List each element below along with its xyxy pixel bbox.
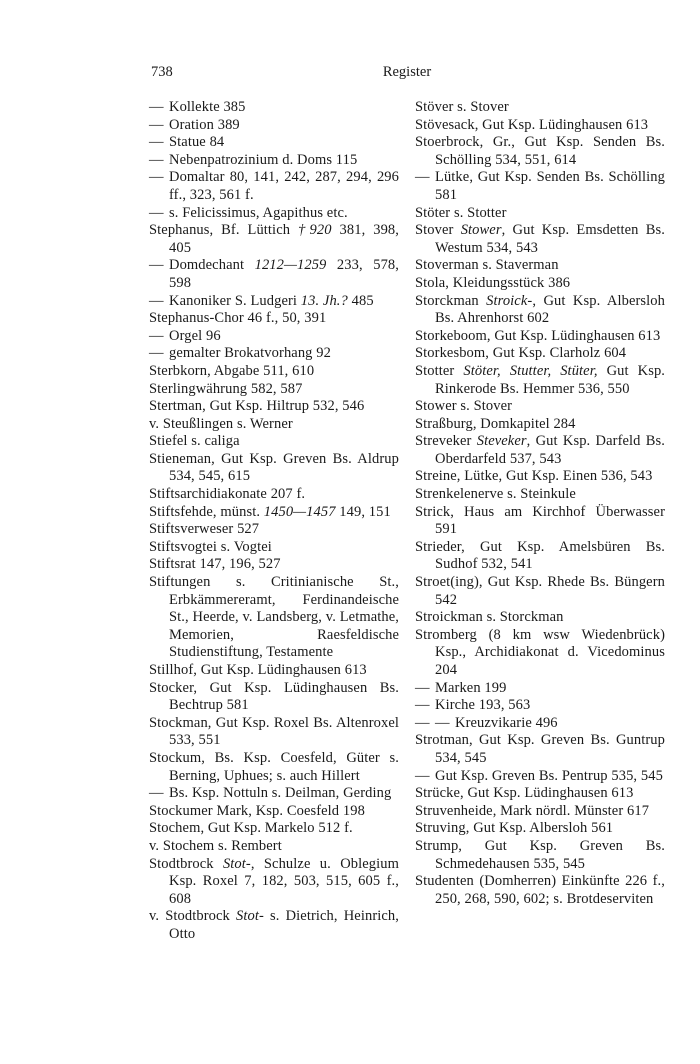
entry-text: Kreuzvikarie 496 [455, 714, 558, 731]
entry-text: 485 [347, 292, 374, 309]
index-entry [415, 433, 665, 468]
index-columns [149, 99, 665, 944]
entry-text: Kanoniker S. Ludgeri [169, 292, 301, 309]
entry-text-italic: Stower [460, 222, 502, 239]
entry-text: Strücke, Gut Ksp. Lüdinghausen 613 [415, 785, 634, 802]
index-entry [149, 398, 399, 416]
index-entry [149, 293, 399, 311]
entry-text: Stiftungen s. Critinianische St., Erbkämmereramt, Ferdinandeische St., Heerde, v. Landsberg, v. Letmathe, Memorien, Raesfeldische Studienstiftung, Testamente [149, 574, 399, 661]
entry-text: Stillhof, Gut Ksp. Lüdinghausen 613 [149, 662, 367, 678]
entry-text: Kollekte 385 [169, 99, 246, 115]
entry-text: Orgel 96 [169, 327, 221, 344]
entry-text: Stower s. Stover [415, 398, 513, 415]
dash-marker: — [149, 785, 164, 802]
entry-text: Stövesack, Gut Ksp. Lüdinghausen 613 [415, 116, 649, 133]
entry-text: Storckman [415, 292, 487, 309]
index-entry [415, 486, 665, 504]
index-entry [149, 521, 399, 539]
entry-text: Strick, Haus am Kirchhof Überwasser 591 [415, 503, 665, 538]
index-entry [415, 609, 665, 627]
dash-marker: — [149, 99, 164, 115]
dash-marker: — [415, 697, 430, 714]
index-entry [149, 152, 399, 170]
entry-text: Stockumer Mark, Ksp. Coesfeld 198 [149, 802, 365, 819]
index-entry [415, 205, 665, 223]
index-entry [415, 504, 665, 539]
entry-text: s. Felicissimus, Agapithus etc. [169, 204, 348, 221]
entry-text: 233, 578, 598 [169, 257, 399, 291]
index-entry [149, 99, 399, 117]
index-entry [415, 574, 665, 609]
entry-text: Bs. Ksp. Nottuln s. Deilman, Gerding [169, 785, 392, 802]
entry-text: Strotman, Gut Ksp. Greven Bs. Guntrup 534, 545 [415, 732, 665, 766]
index-entry [149, 785, 399, 803]
entry-text: Stephanus-Chor 46 f., 50, 391 [149, 310, 327, 327]
entry-text: Strieder, Gut Ksp. Amelsbüren Bs. Sudhof 532, 541 [415, 538, 665, 573]
entry-text-italic: 13. Jh.? [300, 292, 348, 309]
index-entry [149, 169, 399, 204]
entry-text: Storkeboom, Gut Ksp. Lüdinghausen 613 [415, 327, 661, 344]
index-entry [149, 838, 399, 856]
index-entry [415, 345, 665, 363]
entry-text: Struving, Gut Ksp. Albersloh 561 [415, 820, 614, 837]
entry-text: Stroet(ing), Gut Ksp. Rhede Bs. Büngern 542 [415, 574, 665, 608]
index-entry [149, 504, 399, 522]
entry-text: Stover [415, 222, 461, 239]
index-entry [415, 820, 665, 838]
index-entry [149, 117, 399, 135]
entry-text: Stotter [415, 362, 464, 379]
index-entry [415, 328, 665, 346]
index-entry [415, 768, 665, 786]
entry-text: Stöver s. Stover [415, 99, 509, 115]
entry-text: Stodtbrock [149, 855, 223, 872]
entry-text: v. Steußlingen s. Werner [149, 415, 293, 432]
entry-text: , Schulze u. Oblegium Ksp. Roxel 7, 182, 503, 515, 605 f., 608 [169, 855, 399, 907]
index-entry [415, 680, 665, 698]
index-entry [149, 856, 399, 909]
entry-text: Kirche 193, 563 [435, 697, 531, 714]
index-entry [149, 803, 399, 821]
index-entry [415, 873, 665, 908]
dash-marker: — [149, 345, 164, 362]
entry-text-italic: 1212—1259 [254, 257, 327, 274]
entry-text: s. Dietrich, Heinrich, Otto [169, 908, 399, 942]
entry-text: Domdechant [169, 257, 255, 274]
dash-marker: — [149, 257, 164, 274]
index-entry [415, 257, 665, 275]
entry-text-italic: Stot- [222, 855, 251, 872]
index-entry [415, 785, 665, 803]
entry-text: gemalter Brokatvorhang 92 [169, 345, 331, 362]
entry-text: Stoverman s. Staverman [415, 257, 559, 274]
dash-marker: — [415, 767, 430, 784]
dash-marker: — [149, 151, 164, 168]
entry-text: v. Stochem s. Rembert [149, 837, 282, 854]
index-entry [149, 539, 399, 557]
index-entry [149, 451, 399, 486]
index-entry [415, 697, 665, 715]
entry-text: Stromberg (8 km wsw Wiedenbrück) Ksp., Archidiakonat d. Vicedominus 204 [415, 626, 665, 678]
dash-marker: — [149, 116, 164, 133]
entry-text: , Gut Ksp. Darfeld Bs. Oberdarfeld 537, 543 [435, 433, 665, 467]
entry-text: Storkesbom, Gut Ksp. Clarholz 604 [415, 345, 627, 362]
index-entry [149, 750, 399, 785]
entry-text: Streveker [415, 433, 477, 450]
index-entry [415, 627, 665, 680]
entry-text: Statue 84 [169, 134, 225, 151]
entry-text: Marken 199 [435, 679, 507, 696]
right-column [415, 99, 665, 944]
index-entry [149, 662, 399, 680]
entry-text: Stiefel s. caliga [149, 433, 240, 450]
entry-text-italic: 1450—1457 [263, 503, 336, 520]
entry-text: , Gut Ksp. Emsdetten Bs. Westum 534, 543 [435, 222, 665, 256]
entry-text: Streine, Lütke, Gut Ksp. Einen 536, 543 [415, 468, 653, 485]
index-entry [149, 134, 399, 152]
index-entry [149, 574, 399, 662]
entry-text: Strenkelenerve s. Steinkule [415, 486, 576, 503]
entry-text: Stiftsfehde, münst. [149, 503, 264, 520]
dash-marker: — [415, 169, 430, 186]
entry-text: Stochem, Gut Ksp. Markelo 512 f. [149, 820, 353, 837]
dash-marker: — [149, 327, 164, 344]
index-entry [415, 134, 665, 169]
index-entry [149, 820, 399, 838]
index-entry [149, 416, 399, 434]
dash-marker: — [149, 134, 164, 151]
index-entry [415, 398, 665, 416]
entry-text: v. Stodtbrock [149, 908, 236, 925]
index-entry [415, 363, 665, 398]
entry-text: Stieneman, Gut Ksp. Greven Bs. Aldrup 534, 545, 615 [149, 450, 399, 485]
index-entry [415, 222, 665, 257]
entry-text: Stiftsrat 147, 196, 527 [149, 556, 281, 573]
entry-text: Sterlingwährung 582, 587 [149, 380, 303, 397]
entry-text: Stocker, Gut Ksp. Lüdinghausen Bs. Bechtrup 581 [149, 679, 399, 714]
entry-text: , Gut Ksp. Albersloh Bs. Ahrenhorst 602 [435, 292, 665, 327]
index-entry [149, 381, 399, 399]
entry-text-italic: Stöter, Stutter, Stüter, [463, 362, 598, 379]
entry-text: Struvenheide, Mark nördl. Münster 617 [415, 802, 650, 819]
index-entry [415, 117, 665, 135]
entry-text: 381, 398, 405 [169, 222, 399, 256]
index-entry [415, 99, 665, 117]
index-entry [149, 363, 399, 381]
entry-text: Gut Ksp. Greven Bs. Pentrup 535, 545 [435, 767, 663, 784]
index-entry [415, 293, 665, 328]
entry-text: Oration 389 [169, 116, 240, 133]
entry-text: Stephanus, Bf. Lüttich [149, 222, 298, 239]
entry-text: Strump, Gut Ksp. Greven Bs. Schmedehausen 535, 545 [415, 837, 665, 872]
entry-text: Stiftsverweser 527 [149, 521, 260, 538]
index-entry [415, 275, 665, 293]
index-entry [415, 803, 665, 821]
dash-marker: — [435, 714, 450, 731]
index-entry [149, 486, 399, 504]
entry-text: Domaltar 80, 141, 242, 287, 294, 296 ff., 323, 561 f. [169, 169, 399, 203]
index-entry [415, 169, 665, 204]
dash-marker: — [415, 714, 430, 731]
dash-marker: — [415, 679, 430, 696]
index-entry [415, 732, 665, 767]
index-entry [149, 715, 399, 750]
entry-text: Sterbkorn, Abgabe 511, 610 [149, 362, 315, 379]
entry-text-italic: Stot- [236, 908, 264, 925]
page-header [149, 63, 665, 82]
index-entry [149, 222, 399, 257]
index-entry [415, 416, 665, 434]
entry-text: Stockum, Bs. Ksp. Coesfeld, Güter s. Berning, Uphues; s. auch Hillert [149, 749, 399, 784]
index-entry [149, 205, 399, 223]
index-entry [149, 345, 399, 363]
index-entry [415, 468, 665, 486]
entry-text-italic: †920 [298, 222, 332, 239]
entry-text: Straßburg, Domkapitel 284 [415, 415, 576, 432]
entry-text: Gut Ksp. Rinkerode Bs. Hemmer 536, 550 [435, 362, 666, 397]
index-entry [415, 539, 665, 574]
entry-text: Stroickman s. Storckman [415, 609, 564, 626]
entry-text: Studenten (Domherren) Einkünfte 226 f., 250, 268, 590, 602; s. Brotdeserviten [415, 873, 665, 907]
running-head: Register [382, 64, 432, 80]
entry-text-italic: Steveker [476, 433, 527, 450]
index-entry [415, 715, 665, 733]
entry-text: Lütke, Gut Ksp. Senden Bs. Schölling 581 [435, 169, 665, 203]
index-entry [149, 433, 399, 451]
entry-text: Stertman, Gut Ksp. Hiltrup 532, 546 [149, 398, 365, 415]
index-entry [149, 556, 399, 574]
entry-text: Stiftsarchidiakonate 207 f. [149, 486, 306, 503]
dash-marker: — [149, 204, 164, 221]
entry-text: 149, 151 [335, 503, 391, 520]
dash-marker: — [149, 292, 164, 309]
dash-marker: — [149, 169, 164, 186]
index-entry [149, 257, 399, 292]
left-column [149, 99, 399, 944]
index-entry [149, 328, 399, 346]
entry-text: Stoerbrock, Gr., Gut Ksp. Senden Bs. Schölling 534, 551, 614 [415, 134, 665, 168]
entry-text: Stockman, Gut Ksp. Roxel Bs. Altenroxel 533, 551 [149, 714, 399, 749]
index-entry [415, 838, 665, 873]
entry-text: Stiftsvogtei s. Vogtei [149, 538, 272, 555]
index-entry [149, 310, 399, 328]
entry-text: Nebenpatrozinium d. Doms 115 [169, 151, 358, 168]
page-number: 738 [151, 64, 173, 80]
index-entry [149, 908, 399, 943]
entry-text: Stola, Kleidungsstück 386 [415, 274, 571, 291]
index-entry [149, 680, 399, 715]
entry-text-italic: Stroick- [486, 292, 533, 309]
entry-text: Stöter s. Stotter [415, 204, 507, 221]
